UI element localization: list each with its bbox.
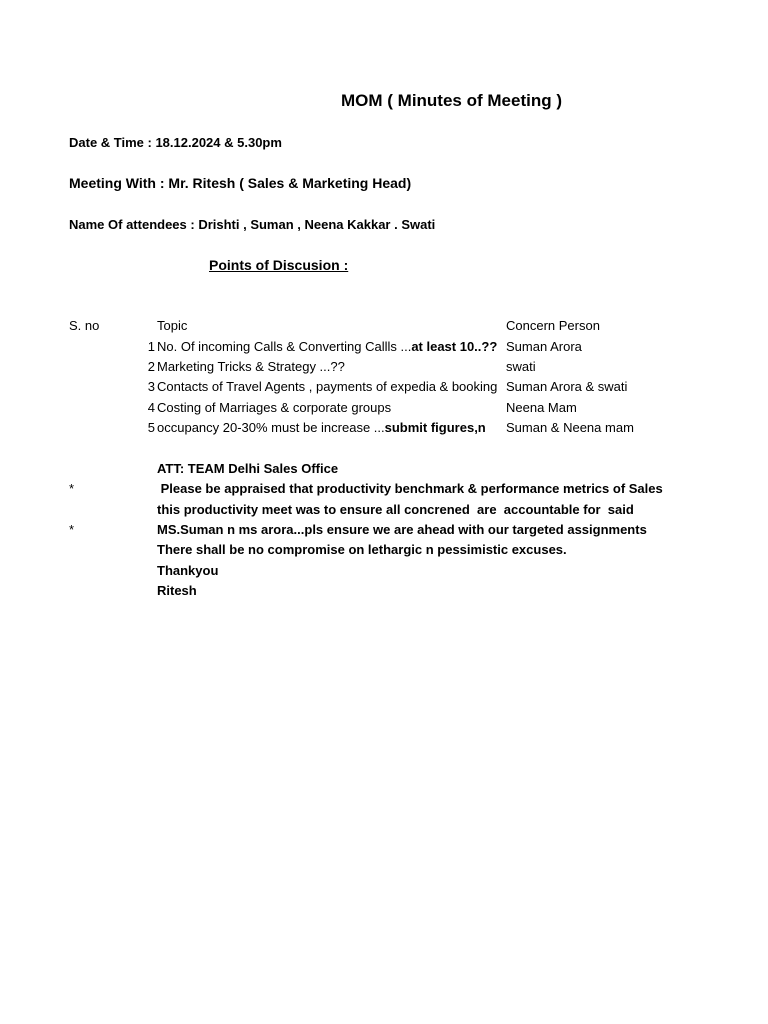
row-2-topic — [157, 359, 505, 374]
row-4-topic-text: Costing of Marriages & corporate groups — [157, 400, 392, 415]
row-1-concern: Suman Arora — [506, 339, 582, 354]
attendees: Name Of attendees : Drishti , Suman , Neena Kakkar . Swati — [69, 217, 436, 232]
document-title: MOM ( Minutes of Meeting ) — [341, 91, 562, 110]
note-line-1: Please be appraised that productivity benchmark & performance metrics of Sales — [157, 481, 663, 496]
row-5-topic-bold: submit figures,n — [384, 420, 486, 435]
row-5-topic-text: occupancy 20-30% must be increase ... — [157, 420, 385, 435]
row-5-concern: Suman & Neena mam — [506, 420, 634, 435]
note-line-3: MS.Suman n ms arora...pls ensure we are ahead with our targeted assignments — [157, 522, 647, 537]
points-heading: Points of Discusion : — [209, 257, 349, 273]
note-line-4: There shall be no compromise on lethargic n pessimistic excuses. — [157, 542, 567, 557]
row-1-topic-text: No. Of incoming Calls & Converting Callls ... — [157, 339, 412, 354]
row-4-sno: 4 — [147, 400, 155, 415]
row-4-topic — [157, 400, 505, 415]
header-sno: S. no — [69, 318, 100, 333]
row-5-sno: 5 — [147, 420, 155, 435]
row-4-concern: Neena Mam — [506, 400, 577, 415]
row-2-topic-text: Marketing Tricks & Strategy ...?? — [157, 359, 345, 374]
row-1-topic — [157, 339, 505, 354]
row-1-topic-bold: at least 10..?? — [411, 339, 498, 354]
row-3-concern: Suman Arora & swati — [506, 379, 628, 394]
row-3-sno: 3 — [147, 379, 155, 394]
bullet-1: * — [69, 481, 75, 496]
row-5-topic — [157, 420, 505, 435]
row-2-sno: 2 — [147, 359, 155, 374]
row-2-concern: swati — [506, 359, 536, 374]
row-3-topic — [157, 379, 505, 394]
att-line: ATT: TEAM Delhi Sales Office — [157, 461, 339, 476]
row-3-topic-text: Contacts of Travel Agents , payments of expedia & booking — [157, 379, 498, 394]
meeting-with: Meeting With : Mr. Ritesh ( Sales & Marketing Head) — [69, 175, 412, 191]
thanks-line: Thankyou — [157, 563, 219, 578]
bullet-2: * — [69, 522, 75, 537]
header-topic: Topic — [157, 318, 188, 333]
row-1-sno: 1 — [147, 339, 155, 354]
signoff-line: Ritesh — [157, 583, 197, 598]
note-line-2: this productivity meet was to ensure all concrened are accountable for said — [157, 502, 634, 517]
date-time: Date & Time : 18.12.2024 & 5.30pm — [69, 135, 282, 150]
header-concern: Concern Person — [506, 318, 600, 333]
